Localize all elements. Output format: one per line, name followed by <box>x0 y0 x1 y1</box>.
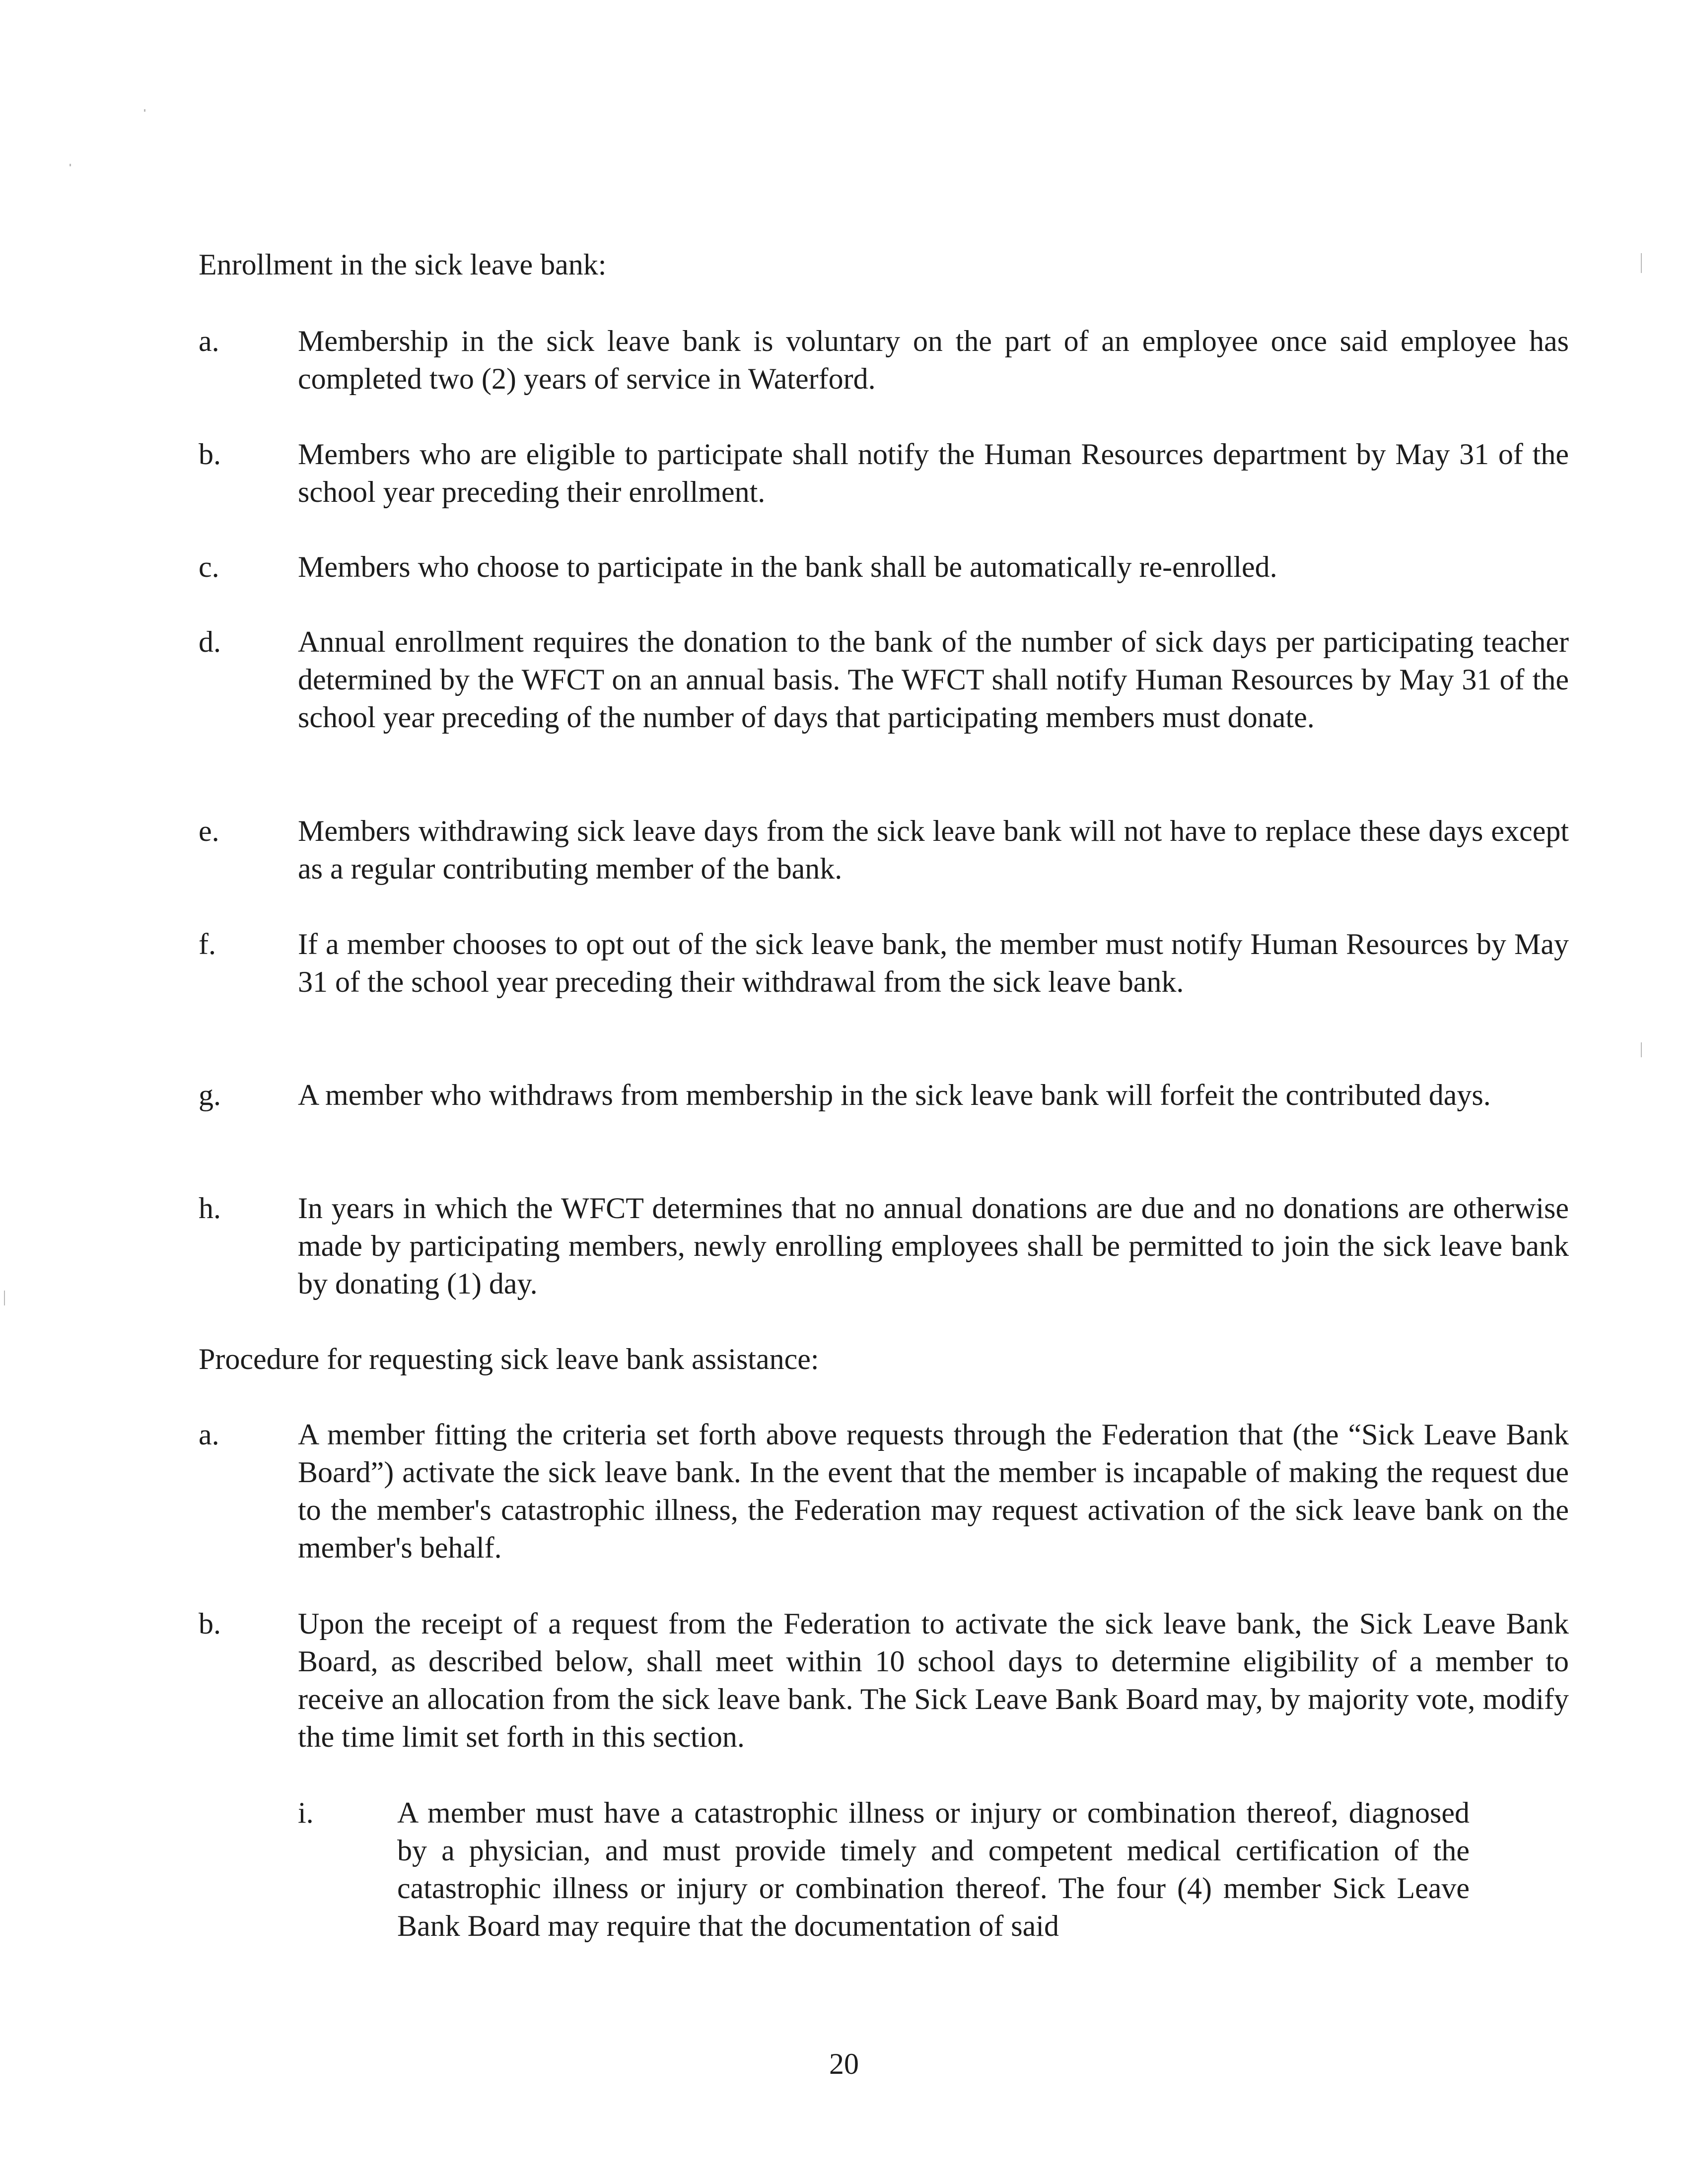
item-marker: f. <box>199 928 216 960</box>
enrollment-heading: Enrollment in the sick leave bank: <box>199 248 607 281</box>
item-text: Members withdrawing sick leave days from the sick leave bank will not have to replace these days except as a regular contributing member of the bank. <box>298 815 1569 885</box>
scan-speck <box>1641 1042 1642 1057</box>
scan-speck <box>4 1291 5 1305</box>
item-marker: a. <box>199 325 219 357</box>
page-number: 20 <box>829 2048 859 2080</box>
subitem-text: A member must have a catastrophic illness or injury or combination thereof, diagnosed by a physician, and must provide timely and competent medical certification of the catastrophic illness or injury or combination thereof. The four (4) member Sick Leave Bank Board may require that the documentation of said <box>397 1796 1470 1942</box>
item-text: Members who choose to participate in the bank shall be automatically re-enrolled. <box>298 550 1277 583</box>
item-marker: g. <box>199 1079 221 1111</box>
item-marker: a. <box>199 1418 219 1451</box>
subitem-marker: i. <box>298 1796 314 1829</box>
item-text: Membership in the sick leave bank is voluntary on the part of an employee once said employee has completed two (2) years of service in Waterford. <box>298 325 1569 395</box>
item-text: A member fitting the criteria set forth above requests through the Federation that (the “Sick Leave Bank Board”) activate the sick leave bank. In the event that the member is incapable of making the request due to the member's catastrophic illness, the Federation may request activation of the sick leave bank on the member's behalf. <box>298 1418 1569 1564</box>
item-text: If a member chooses to opt out of the sick leave bank, the member must notify Human Resources by May 31 of the school year preceding their withdrawal from the sick leave bank. <box>298 928 1569 998</box>
item-marker: d. <box>199 625 221 658</box>
item-text: Annual enrollment requires the donation to the bank of the number of sick days per participating teacher determined by the WFCT on an annual basis. The WFCT shall notify Human Resources by May 31 of the school year preceding of the number of days that participating members must donate. <box>298 625 1569 734</box>
scan-speck <box>70 164 71 166</box>
item-marker: b. <box>199 438 221 471</box>
item-marker: b. <box>199 1607 221 1640</box>
scan-speck <box>1641 253 1642 273</box>
scan-speck <box>144 109 145 112</box>
item-text: In years in which the WFCT determines that no annual donations are due and no donations are otherwise made by participating members, newly enrolling employees shall be permitted to join the sick leave bank by donating (1) day. <box>298 1192 1569 1300</box>
item-text: Upon the receipt of a request from the Federation to activate the sick leave bank, the Sick Leave Bank Board, as described below, shall meet within 10 school days to determine eligibility of a member to receive an allocation from the sick leave bank. The Sick Leave Bank Board may, by majority vote, modify the time limit set forth in this section. <box>298 1607 1569 1753</box>
item-marker: h. <box>199 1192 221 1225</box>
procedure-heading: Procedure for requesting sick leave bank assistance: <box>199 1343 819 1375</box>
item-text: A member who withdraws from membership in the sick leave bank will forfeit the contributed days. <box>298 1079 1491 1111</box>
item-marker: c. <box>199 550 219 583</box>
item-text: Members who are eligible to participate shall notify the Human Resources department by May 31 of the school year preceding their enrollment. <box>298 438 1569 508</box>
item-marker: e. <box>199 815 219 847</box>
